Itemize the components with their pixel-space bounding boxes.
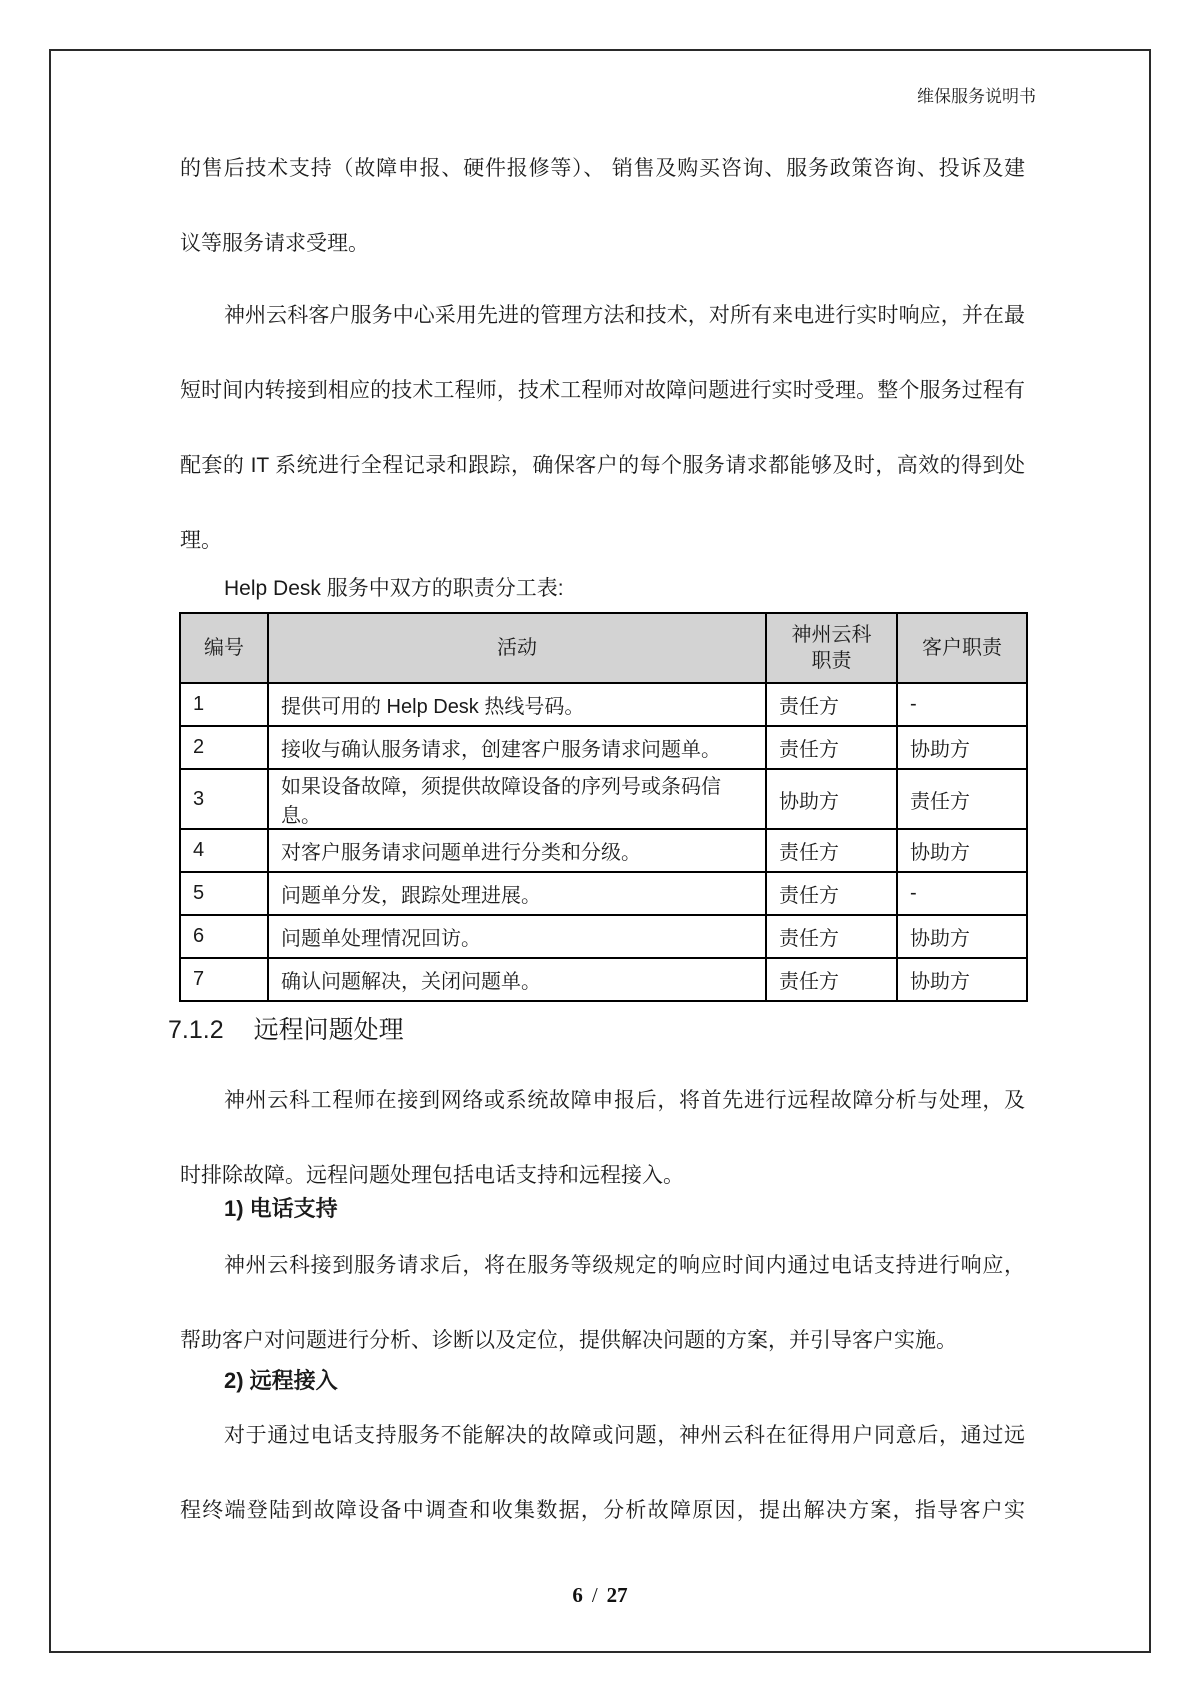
cell-no: 1 — [180, 683, 268, 726]
header-cell-activity: 活动 — [268, 613, 766, 683]
cell-customer: - — [897, 872, 1027, 915]
header-cell-no: 编号 — [180, 613, 268, 683]
cell-vendor: 协助方 — [766, 769, 897, 829]
subheading-remote-access: 2) 远程接入 — [224, 1368, 338, 1393]
cell-vendor: 责任方 — [766, 829, 897, 872]
table-row — [180, 915, 1027, 958]
paragraph-line: 时排除故障。远程问题处理包括电话支持和远程接入。 — [180, 1164, 684, 1187]
section-title: 远程问题处理 — [253, 1016, 404, 1044]
cell-customer: 协助方 — [897, 726, 1027, 769]
cell-vendor: 责任方 — [766, 726, 897, 769]
paragraph — [180, 1228, 1025, 1378]
footer-total-pages: 27 — [606, 1583, 628, 1607]
paragraph-line: 配套的 IT 系统进行全程记录和跟踪，确保客户的每个服务请求都能够及时，高效的得到处 — [180, 454, 1025, 477]
cell-customer: 协助方 — [897, 915, 1027, 958]
paragraph-line: 的售后技术支持（故障申报、硬件报修等）、 销售及购买咨询、服务政策咨询、投诉及建 — [180, 157, 1025, 180]
paragraph — [180, 1398, 1025, 1548]
cell-vendor: 责任方 — [766, 915, 897, 958]
paragraph-line: 神州云科客户服务中心采用先进的管理方法和技术，对所有来电进行实时响应，并在最 — [224, 304, 1025, 327]
cell-vendor: 责任方 — [766, 958, 897, 1001]
table-row — [180, 958, 1027, 1001]
cell-no: 3 — [180, 769, 268, 829]
footer-page-number — [0, 1583, 1200, 1607]
table-row — [180, 769, 1027, 829]
paragraph-line: 短时间内转接到相应的技术工程师，技术工程师对故障问题进行实时受理。整个服务过程有 — [180, 379, 1025, 402]
table-row — [180, 872, 1027, 915]
table-header-row — [180, 613, 1027, 683]
paragraph — [180, 278, 1025, 578]
table-row — [180, 726, 1027, 769]
paragraph — [180, 131, 1025, 281]
cell-activity: 对客户服务请求问题单进行分类和分级。 — [268, 829, 766, 872]
header-cell-customer: 客户职责 — [897, 613, 1027, 683]
cell-activity: 问题单处理情况回访。 — [268, 915, 766, 958]
paragraph-line: 神州云科工程师在接到网络或系统故障申报后，将首先进行远程故障分析与处理，及 — [224, 1089, 1025, 1112]
cell-customer: - — [897, 683, 1027, 726]
section-heading — [168, 1010, 1028, 1050]
section-number: 7.1.2 — [168, 1016, 224, 1044]
paragraph-line: 神州云科接到服务请求后，将在服务等级规定的响应时间内通过电话支持进行响应， — [224, 1254, 1025, 1277]
cell-no: 2 — [180, 726, 268, 769]
page-header-title: 维保服务说明书 — [917, 87, 1036, 106]
cell-activity: 确认问题解决，关闭问题单。 — [268, 958, 766, 1001]
cell-vendor: 责任方 — [766, 683, 897, 726]
cell-activity: 问题单分发，跟踪处理进展。 — [268, 872, 766, 915]
table-row — [180, 683, 1027, 726]
table-intro: Help Desk 服务中双方的职责分工表: — [224, 577, 564, 600]
cell-customer: 协助方 — [897, 958, 1027, 1001]
subheading-phone-support: 1) 电话支持 — [224, 1196, 338, 1221]
paragraph-line: 程终端登陆到故障设备中调查和收集数据，分析故障原因，提出解决方案，指导客户实 — [180, 1499, 1025, 1522]
cell-no: 7 — [180, 958, 268, 1001]
cell-no: 6 — [180, 915, 268, 958]
cell-customer: 责任方 — [897, 769, 1027, 829]
cell-activity: 提供可用的 Help Desk 热线号码。 — [268, 683, 766, 726]
footer-current-page: 6 — [572, 1583, 583, 1607]
cell-activity: 接收与确认服务请求，创建客户服务请求问题单。 — [268, 726, 766, 769]
footer-separator: / — [591, 1583, 598, 1607]
cell-no: 4 — [180, 829, 268, 872]
cell-vendor: 责任方 — [766, 872, 897, 915]
header-cell-vendor: 神州云科职责 — [766, 613, 897, 683]
cell-no: 5 — [180, 872, 268, 915]
paragraph-line: 理。 — [180, 529, 222, 552]
paragraph-line: 帮助客户对问题进行分析、诊断以及定位，提供解决问题的方案，并引导客户实施。 — [180, 1329, 957, 1352]
paragraph-line: 议等服务请求受理。 — [180, 232, 369, 255]
paragraph-line: 对于通过电话支持服务不能解决的故障或问题，神州云科在征得用户同意后，通过远 — [224, 1424, 1025, 1447]
paragraph — [180, 1063, 1025, 1213]
cell-activity: 如果设备故障，须提供故障设备的序列号或条码信息。 — [268, 769, 766, 829]
table-row — [180, 829, 1027, 872]
cell-customer: 协助方 — [897, 829, 1027, 872]
responsibilities-table — [179, 612, 1028, 1002]
